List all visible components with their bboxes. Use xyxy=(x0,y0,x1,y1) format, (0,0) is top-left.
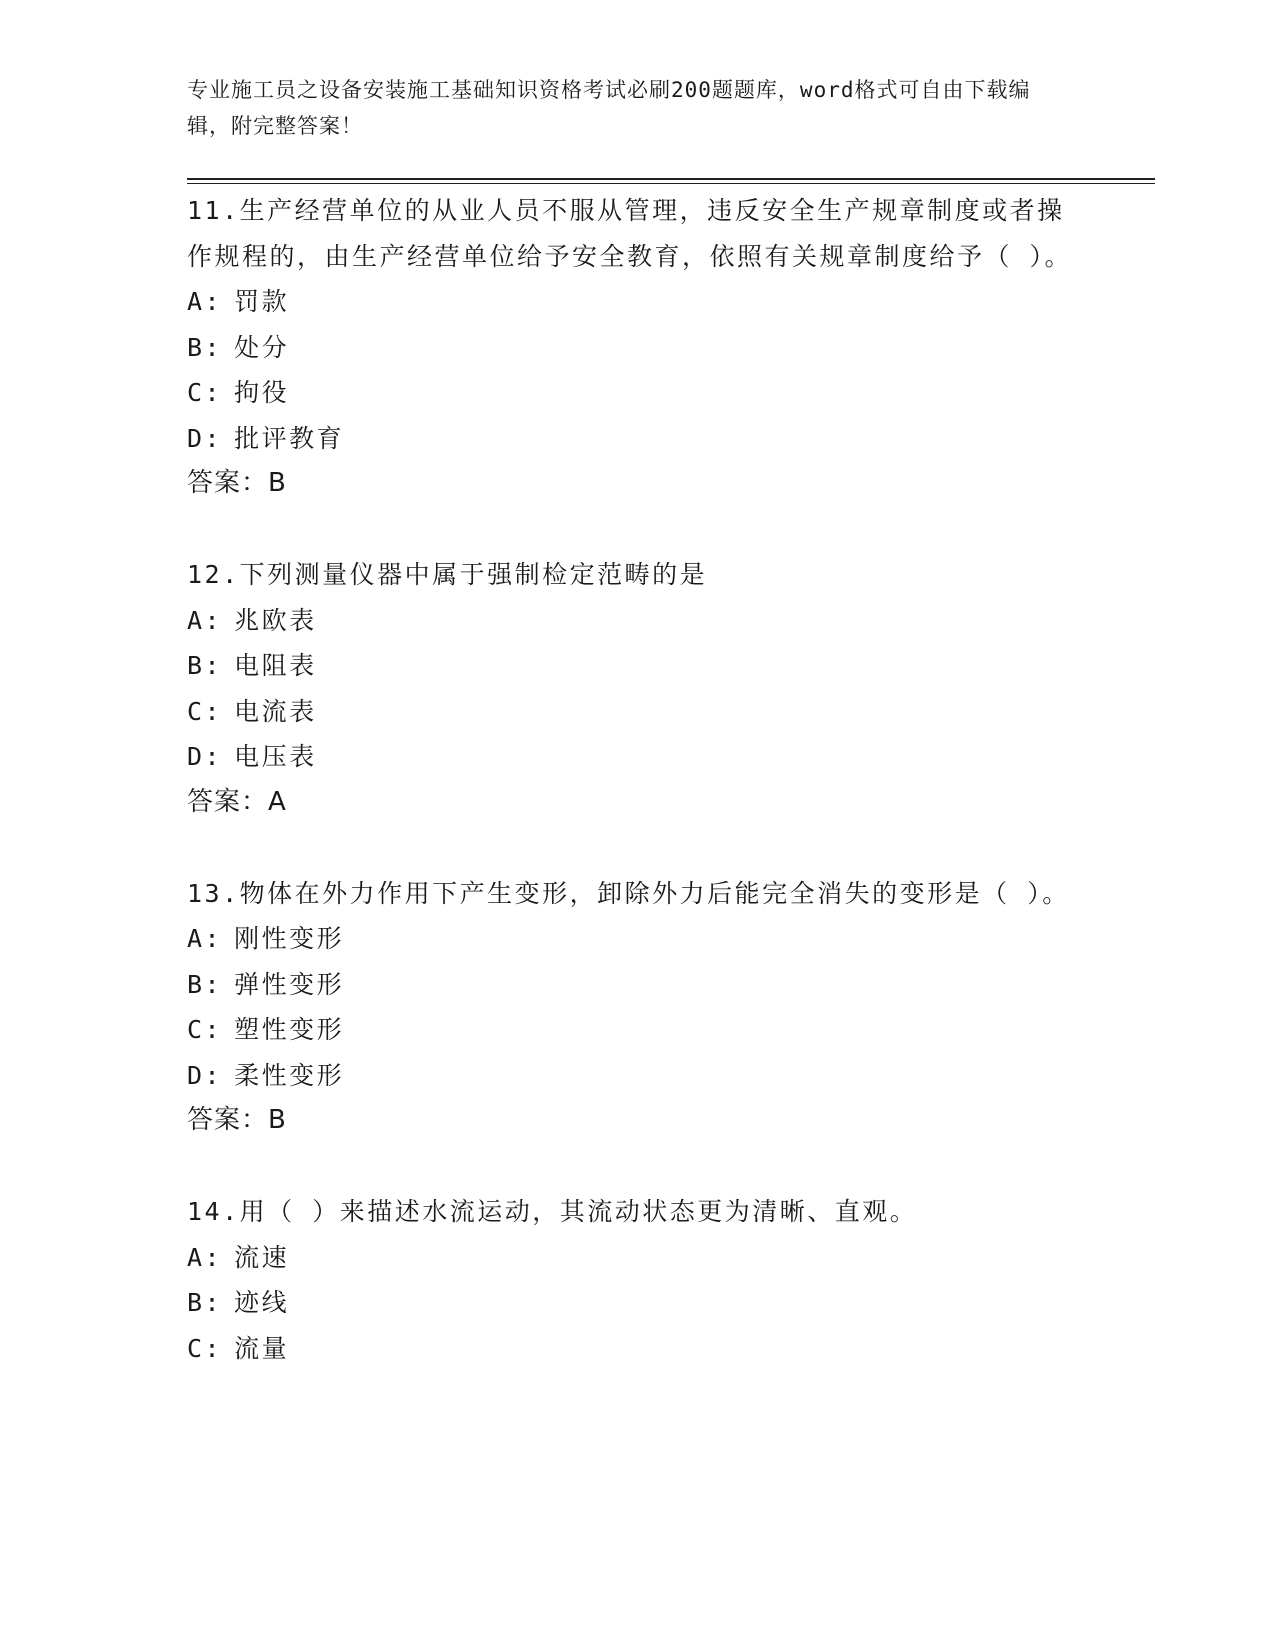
option-label: A: xyxy=(187,1242,223,1272)
option-a xyxy=(187,1235,1087,1281)
option-d xyxy=(187,1053,1087,1099)
option-label: A: xyxy=(187,287,223,316)
answer: 答案：B xyxy=(187,1105,287,1135)
option-label: C: xyxy=(187,696,223,726)
option-label: C: xyxy=(187,1333,223,1363)
question-14 xyxy=(187,1189,1087,1371)
spacer xyxy=(187,825,1087,871)
option-b xyxy=(187,643,1087,689)
option-c xyxy=(187,689,1087,735)
option-text: 流量 xyxy=(234,1333,290,1363)
option-label: B: xyxy=(187,332,223,362)
option-b xyxy=(187,1280,1087,1326)
option-c xyxy=(187,1326,1087,1372)
option-text: 柔性变形 xyxy=(234,1060,345,1090)
spacer xyxy=(187,1144,1087,1190)
question-stem: 12.下列测量仪器中属于强制检定范畴的是 xyxy=(187,560,708,589)
option-c xyxy=(187,1007,1087,1053)
question-11 xyxy=(187,188,1087,507)
option-label: B: xyxy=(187,1288,223,1317)
option-label: B: xyxy=(187,969,223,999)
option-a xyxy=(187,279,1087,325)
option-label: D: xyxy=(187,1060,223,1090)
question-stem: 13.物体在外力作用下产生变形，卸除外力后能完全消失的变形是（ ）。 xyxy=(187,878,1070,908)
option-b xyxy=(187,962,1087,1008)
option-label: D: xyxy=(187,742,223,771)
option-label: C: xyxy=(187,378,223,407)
option-text: 兆欧表 xyxy=(234,605,317,635)
answer: 答案：B xyxy=(187,468,287,498)
header-divider-thin xyxy=(187,183,1155,184)
option-text: 拘役 xyxy=(234,378,290,407)
option-label: D: xyxy=(187,423,223,453)
question-list xyxy=(187,188,1087,1371)
option-text: 刚性变形 xyxy=(234,924,345,953)
option-text: 迹线 xyxy=(234,1288,290,1317)
option-a xyxy=(187,916,1087,962)
option-text: 电阻表 xyxy=(234,651,317,680)
option-a xyxy=(187,598,1087,644)
option-text: 批评教育 xyxy=(234,423,345,453)
question-13 xyxy=(187,871,1087,1144)
option-text: 流速 xyxy=(234,1242,290,1272)
header-divider xyxy=(187,178,1155,180)
option-text: 罚款 xyxy=(234,287,290,316)
option-text: 塑性变形 xyxy=(234,1015,345,1044)
option-text: 处分 xyxy=(234,332,290,362)
option-label: B: xyxy=(187,651,223,680)
document-header: 专业施工员之设备安装施工基础知识资格考试必刷200题题库，word格式可自由下载编辑，附完整答案！ xyxy=(187,78,1031,138)
option-c xyxy=(187,370,1087,416)
question-12 xyxy=(187,552,1087,825)
option-b xyxy=(187,325,1087,371)
option-label: A: xyxy=(187,605,223,635)
option-d xyxy=(187,416,1087,462)
question-stem: 14.用（ ）来描述水流运动，其流动状态更为清晰、直观。 xyxy=(187,1197,918,1226)
answer: 答案：A xyxy=(187,786,287,817)
option-text: 电流表 xyxy=(234,696,317,726)
question-stem: 11.生产经营单位的从业人员不服从管理，违反安全生产规章制度或者操作规程的，由生产经营单位给予安全教育，依照有关规章制度给予（ ）。 xyxy=(187,196,1073,271)
option-label: A: xyxy=(187,924,223,953)
option-label: C: xyxy=(187,1015,223,1044)
spacer xyxy=(187,507,1087,553)
option-text: 电压表 xyxy=(234,742,317,771)
option-d xyxy=(187,734,1087,780)
option-text: 弹性变形 xyxy=(234,969,345,999)
